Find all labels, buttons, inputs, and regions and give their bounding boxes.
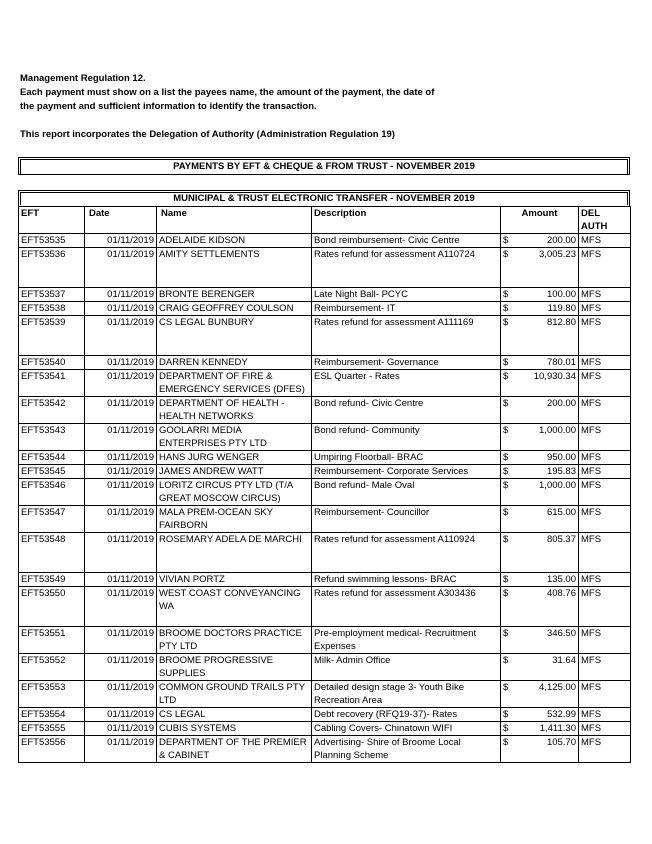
del-auth-cell: MFS <box>579 708 631 722</box>
payee-name-cell: BROOME DOCTORS PRACTICE PTY LTD <box>157 627 312 654</box>
eft-cell: EFT53549 <box>19 573 85 587</box>
date-cell: 01/11/2019 <box>85 465 157 479</box>
eft-cell: EFT53555 <box>19 722 85 736</box>
date-cell: 01/11/2019 <box>85 533 157 573</box>
amount-value: 532.99 <box>546 709 576 720</box>
date-cell: 01/11/2019 <box>85 573 157 587</box>
date-cell: 01/11/2019 <box>85 587 157 627</box>
payee-name-cell: ROSEMARY ADELA DE MARCHI <box>157 533 312 573</box>
description-cell: Bond refund- Male Oval <box>312 479 501 506</box>
date-cell: 01/11/2019 <box>85 627 157 654</box>
del-auth-cell: MFS <box>579 654 631 681</box>
table-row <box>19 316 631 356</box>
date-cell: 01/11/2019 <box>85 736 157 763</box>
amount-value: 200.00 <box>546 398 576 409</box>
table-row <box>19 533 631 573</box>
currency-symbol: $ <box>503 574 509 585</box>
payee-name-cell: VIVIAN PORTZ <box>157 573 312 587</box>
del-auth-cell: MFS <box>579 506 631 533</box>
date-cell: 01/11/2019 <box>85 397 157 424</box>
table-row <box>19 302 631 316</box>
amount-value: 100.00 <box>546 289 576 300</box>
eft-cell: EFT53540 <box>19 356 85 370</box>
section-banner <box>18 190 630 206</box>
currency-symbol: $ <box>503 682 509 693</box>
del-auth-cell: MFS <box>579 316 631 356</box>
date-cell: 01/11/2019 <box>85 722 157 736</box>
description-cell: Reimbursement- Corporate Services <box>312 465 501 479</box>
eft-cell: EFT53551 <box>19 627 85 654</box>
amount-cell <box>501 397 579 424</box>
description-cell: Advertising- Shire of Broome Local Planning Scheme <box>312 736 501 763</box>
currency-symbol: $ <box>503 289 509 300</box>
eft-cell: EFT53536 <box>19 248 85 288</box>
description-cell: Reimbursement- IT <box>312 302 501 316</box>
table-row <box>19 479 631 506</box>
amount-cell <box>501 587 579 627</box>
table-row <box>19 654 631 681</box>
col-header-description: Description <box>312 207 501 234</box>
currency-symbol: $ <box>503 357 509 368</box>
table-row <box>19 248 631 288</box>
table-row <box>19 708 631 722</box>
description-cell: Refund swimming lessons- BRAC <box>312 573 501 587</box>
currency-symbol: $ <box>503 425 509 436</box>
payee-name-cell: DARREN KENNEDY <box>157 356 312 370</box>
description-cell: Late Night Ball- PCYC <box>312 288 501 302</box>
currency-symbol: $ <box>503 317 509 328</box>
del-auth-cell: MFS <box>579 573 631 587</box>
amount-value: 31.64 <box>552 655 576 666</box>
regulation-heading: Management Regulation 12. <box>20 73 146 84</box>
table-row <box>19 736 631 763</box>
date-cell: 01/11/2019 <box>85 302 157 316</box>
currency-symbol: $ <box>503 480 509 491</box>
payee-name-cell: GOOLARRI MEDIA ENTERPRISES PTY LTD <box>157 424 312 451</box>
amount-cell <box>501 370 579 397</box>
amount-cell <box>501 288 579 302</box>
date-cell: 01/11/2019 <box>85 654 157 681</box>
col-header-amount: Amount <box>501 207 579 234</box>
currency-symbol: $ <box>503 398 509 409</box>
date-cell: 01/11/2019 <box>85 708 157 722</box>
table-row <box>19 424 631 451</box>
currency-symbol: $ <box>503 235 509 246</box>
amount-cell <box>501 681 579 708</box>
table-row <box>19 573 631 587</box>
payee-name-cell: LORITZ CIRCUS PTY LTD (T/A GREAT MOSCOW CIRCUS) <box>157 479 312 506</box>
table-row <box>19 465 631 479</box>
amount-cell <box>501 302 579 316</box>
eft-cell: EFT53554 <box>19 708 85 722</box>
regulation-line-3: the payment and sufficient information to identify the transaction. <box>20 101 317 112</box>
eft-cell: EFT53541 <box>19 370 85 397</box>
amount-cell <box>501 654 579 681</box>
table-row <box>19 370 631 397</box>
eft-cell: EFT53544 <box>19 451 85 465</box>
eft-cell: EFT53552 <box>19 654 85 681</box>
del-auth-cell: MFS <box>579 479 631 506</box>
section-title: MUNICIPAL & TRUST ELECTRONIC TRANSFER - NOVEMBER 2019 <box>20 192 628 205</box>
amount-value: 195.83 <box>546 466 576 477</box>
table-row <box>19 397 631 424</box>
amount-value: 4,125.00 <box>539 682 576 693</box>
del-auth-cell: MFS <box>579 302 631 316</box>
col-header-date: Date <box>85 207 157 234</box>
table-row <box>19 234 631 248</box>
amount-value: 408.76 <box>546 588 576 599</box>
payee-name-cell: BRONTE BERENGER <box>157 288 312 302</box>
description-cell: Milk- Admin Office <box>312 654 501 681</box>
amount-cell <box>501 451 579 465</box>
intro-text <box>20 72 540 142</box>
description-cell: Rates refund for assessment A110924 <box>312 533 501 573</box>
amount-value: 346.50 <box>546 628 576 639</box>
amount-value: 1,000.00 <box>539 425 576 436</box>
del-auth-cell: MFS <box>579 288 631 302</box>
description-cell: Debt recovery (RFQ19-37)- Rates <box>312 708 501 722</box>
col-header-eft: EFT <box>19 207 85 234</box>
del-auth-cell: MFS <box>579 627 631 654</box>
date-cell: 01/11/2019 <box>85 288 157 302</box>
date-cell: 01/11/2019 <box>85 248 157 288</box>
currency-symbol: $ <box>503 249 509 260</box>
table-header-row <box>19 207 631 234</box>
description-cell: Detailed design stage 3- Youth Bike Recreation Area <box>312 681 501 708</box>
eft-cell: EFT53547 <box>19 506 85 533</box>
amount-value: 1,411.30 <box>539 723 576 734</box>
amount-value: 1,000.00 <box>539 480 576 491</box>
regulation-line-2: Each payment must show on a list the payees name, the amount of the payment, the date of <box>20 87 435 98</box>
col-header-name: Name <box>157 207 312 234</box>
date-cell: 01/11/2019 <box>85 479 157 506</box>
report-banner <box>18 157 630 175</box>
amount-value: 615.00 <box>546 507 576 518</box>
table-row <box>19 587 631 627</box>
amount-value: 812.80 <box>546 317 576 328</box>
report-title: PAYMENTS BY EFT & CHEQUE & FROM TRUST - NOVEMBER 2019 <box>20 159 628 175</box>
description-cell: Bond refund- Community <box>312 424 501 451</box>
payee-name-cell: AMITY SETTLEMENTS <box>157 248 312 288</box>
payee-name-cell: COMMON GROUND TRAILS PTY LTD <box>157 681 312 708</box>
del-auth-cell: MFS <box>579 736 631 763</box>
del-auth-cell: MFS <box>579 722 631 736</box>
description-cell: Rates refund for assessment A111169 <box>312 316 501 356</box>
payee-name-cell: DEPARTMENT OF FIRE & EMERGENCY SERVICES (DFES) <box>157 370 312 397</box>
del-auth-cell: MFS <box>579 533 631 573</box>
amount-value: 200.00 <box>546 235 576 246</box>
payee-name-cell: DEPARTMENT OF THE PREMIER & CABINET <box>157 736 312 763</box>
delegation-note: This report incorporates the Delegation of Authority (Administration Regulation 19) <box>20 129 395 140</box>
eft-cell: EFT53538 <box>19 302 85 316</box>
eft-cell: EFT53548 <box>19 533 85 573</box>
table-row <box>19 681 631 708</box>
amount-cell <box>501 533 579 573</box>
currency-symbol: $ <box>503 507 509 518</box>
amount-value: 780.01 <box>546 357 576 368</box>
table-row <box>19 451 631 465</box>
eft-cell: EFT53539 <box>19 316 85 356</box>
eft-cell: EFT53553 <box>19 681 85 708</box>
amount-value: 3,005.23 <box>539 249 576 260</box>
amount-cell <box>501 234 579 248</box>
table-row <box>19 506 631 533</box>
amount-value: 950.00 <box>546 452 576 463</box>
description-cell: Umpiring Floorball- BRAC <box>312 451 501 465</box>
currency-symbol: $ <box>503 723 509 734</box>
amount-value: 805.37 <box>546 534 576 545</box>
description-cell: Rates refund for assessment A110724 <box>312 248 501 288</box>
payee-name-cell: CRAIG GEOFFREY COULSON <box>157 302 312 316</box>
payee-name-cell: ADELAIDE KIDSON <box>157 234 312 248</box>
eft-cell: EFT53537 <box>19 288 85 302</box>
amount-cell <box>501 424 579 451</box>
eft-cell: EFT53542 <box>19 397 85 424</box>
amount-cell <box>501 573 579 587</box>
table-row <box>19 288 631 302</box>
table-row <box>19 722 631 736</box>
payee-name-cell: BROOME PROGRESSIVE SUPPLIES <box>157 654 312 681</box>
payee-name-cell: WEST COAST CONVEYANCING WA <box>157 587 312 627</box>
eft-cell: EFT53546 <box>19 479 85 506</box>
table-row <box>19 627 631 654</box>
currency-symbol: $ <box>503 303 509 314</box>
date-cell: 01/11/2019 <box>85 356 157 370</box>
payee-name-cell: HANS JURG WENGER <box>157 451 312 465</box>
date-cell: 01/11/2019 <box>85 234 157 248</box>
payee-name-cell: CUBIS SYSTEMS <box>157 722 312 736</box>
description-cell: Pre-employment medical- Recruitment Expenses <box>312 627 501 654</box>
payee-name-cell: DEPARTMENT OF HEALTH - HEALTH NETWORKS <box>157 397 312 424</box>
del-auth-cell: MFS <box>579 234 631 248</box>
currency-symbol: $ <box>503 466 509 477</box>
amount-cell <box>501 248 579 288</box>
payments-table <box>18 206 631 763</box>
description-cell: ESL Quarter - Rates <box>312 370 501 397</box>
currency-symbol: $ <box>503 534 509 545</box>
del-auth-cell: MFS <box>579 248 631 288</box>
date-cell: 01/11/2019 <box>85 424 157 451</box>
date-cell: 01/11/2019 <box>85 506 157 533</box>
del-auth-cell: MFS <box>579 397 631 424</box>
payee-name-cell: JAMES ANDREW WATT <box>157 465 312 479</box>
eft-cell: EFT53556 <box>19 736 85 763</box>
eft-cell: EFT53543 <box>19 424 85 451</box>
amount-cell <box>501 627 579 654</box>
del-auth-cell: MFS <box>579 370 631 397</box>
del-auth-cell: MFS <box>579 465 631 479</box>
amount-value: 105.70 <box>546 737 576 748</box>
description-cell: Rates refund for assessment A303436 <box>312 587 501 627</box>
del-auth-cell: MFS <box>579 356 631 370</box>
currency-symbol: $ <box>503 655 509 666</box>
del-auth-cell: MFS <box>579 451 631 465</box>
date-cell: 01/11/2019 <box>85 451 157 465</box>
del-auth-cell: MFS <box>579 681 631 708</box>
description-cell: Bond refund- Civic Centre <box>312 397 501 424</box>
payee-name-cell: MALA PREM-OCEAN SKY FAIRBORN <box>157 506 312 533</box>
description-cell: Bond reimbursement- Civic Centre <box>312 234 501 248</box>
payee-name-cell: CS LEGAL <box>157 708 312 722</box>
amount-cell <box>501 316 579 356</box>
currency-symbol: $ <box>503 452 509 463</box>
payee-name-cell: CS LEGAL BUNBURY <box>157 316 312 356</box>
description-cell: Reimbursement- Councillor <box>312 506 501 533</box>
amount-value: 10,930.34 <box>533 371 576 382</box>
currency-symbol: $ <box>503 628 509 639</box>
currency-symbol: $ <box>503 709 509 720</box>
date-cell: 01/11/2019 <box>85 316 157 356</box>
description-cell: Cabling Covers- Chinatown WIFI <box>312 722 501 736</box>
currency-symbol: $ <box>503 371 509 382</box>
date-cell: 01/11/2019 <box>85 370 157 397</box>
del-auth-cell: MFS <box>579 424 631 451</box>
amount-value: 135.00 <box>546 574 576 585</box>
del-auth-cell: MFS <box>579 587 631 627</box>
eft-cell: EFT53545 <box>19 465 85 479</box>
eft-cell: EFT53550 <box>19 587 85 627</box>
table-row <box>19 356 631 370</box>
amount-cell <box>501 465 579 479</box>
amount-cell <box>501 708 579 722</box>
amount-value: 119.80 <box>547 303 576 314</box>
currency-symbol: $ <box>503 588 509 599</box>
currency-symbol: $ <box>503 737 509 748</box>
amount-cell <box>501 722 579 736</box>
col-header-del-auth: DEL AUTH <box>579 207 631 234</box>
description-cell: Reimbursement- Governance <box>312 356 501 370</box>
eft-cell: EFT53535 <box>19 234 85 248</box>
amount-cell <box>501 479 579 506</box>
amount-cell <box>501 506 579 533</box>
amount-cell <box>501 736 579 763</box>
date-cell: 01/11/2019 <box>85 681 157 708</box>
amount-cell <box>501 356 579 370</box>
